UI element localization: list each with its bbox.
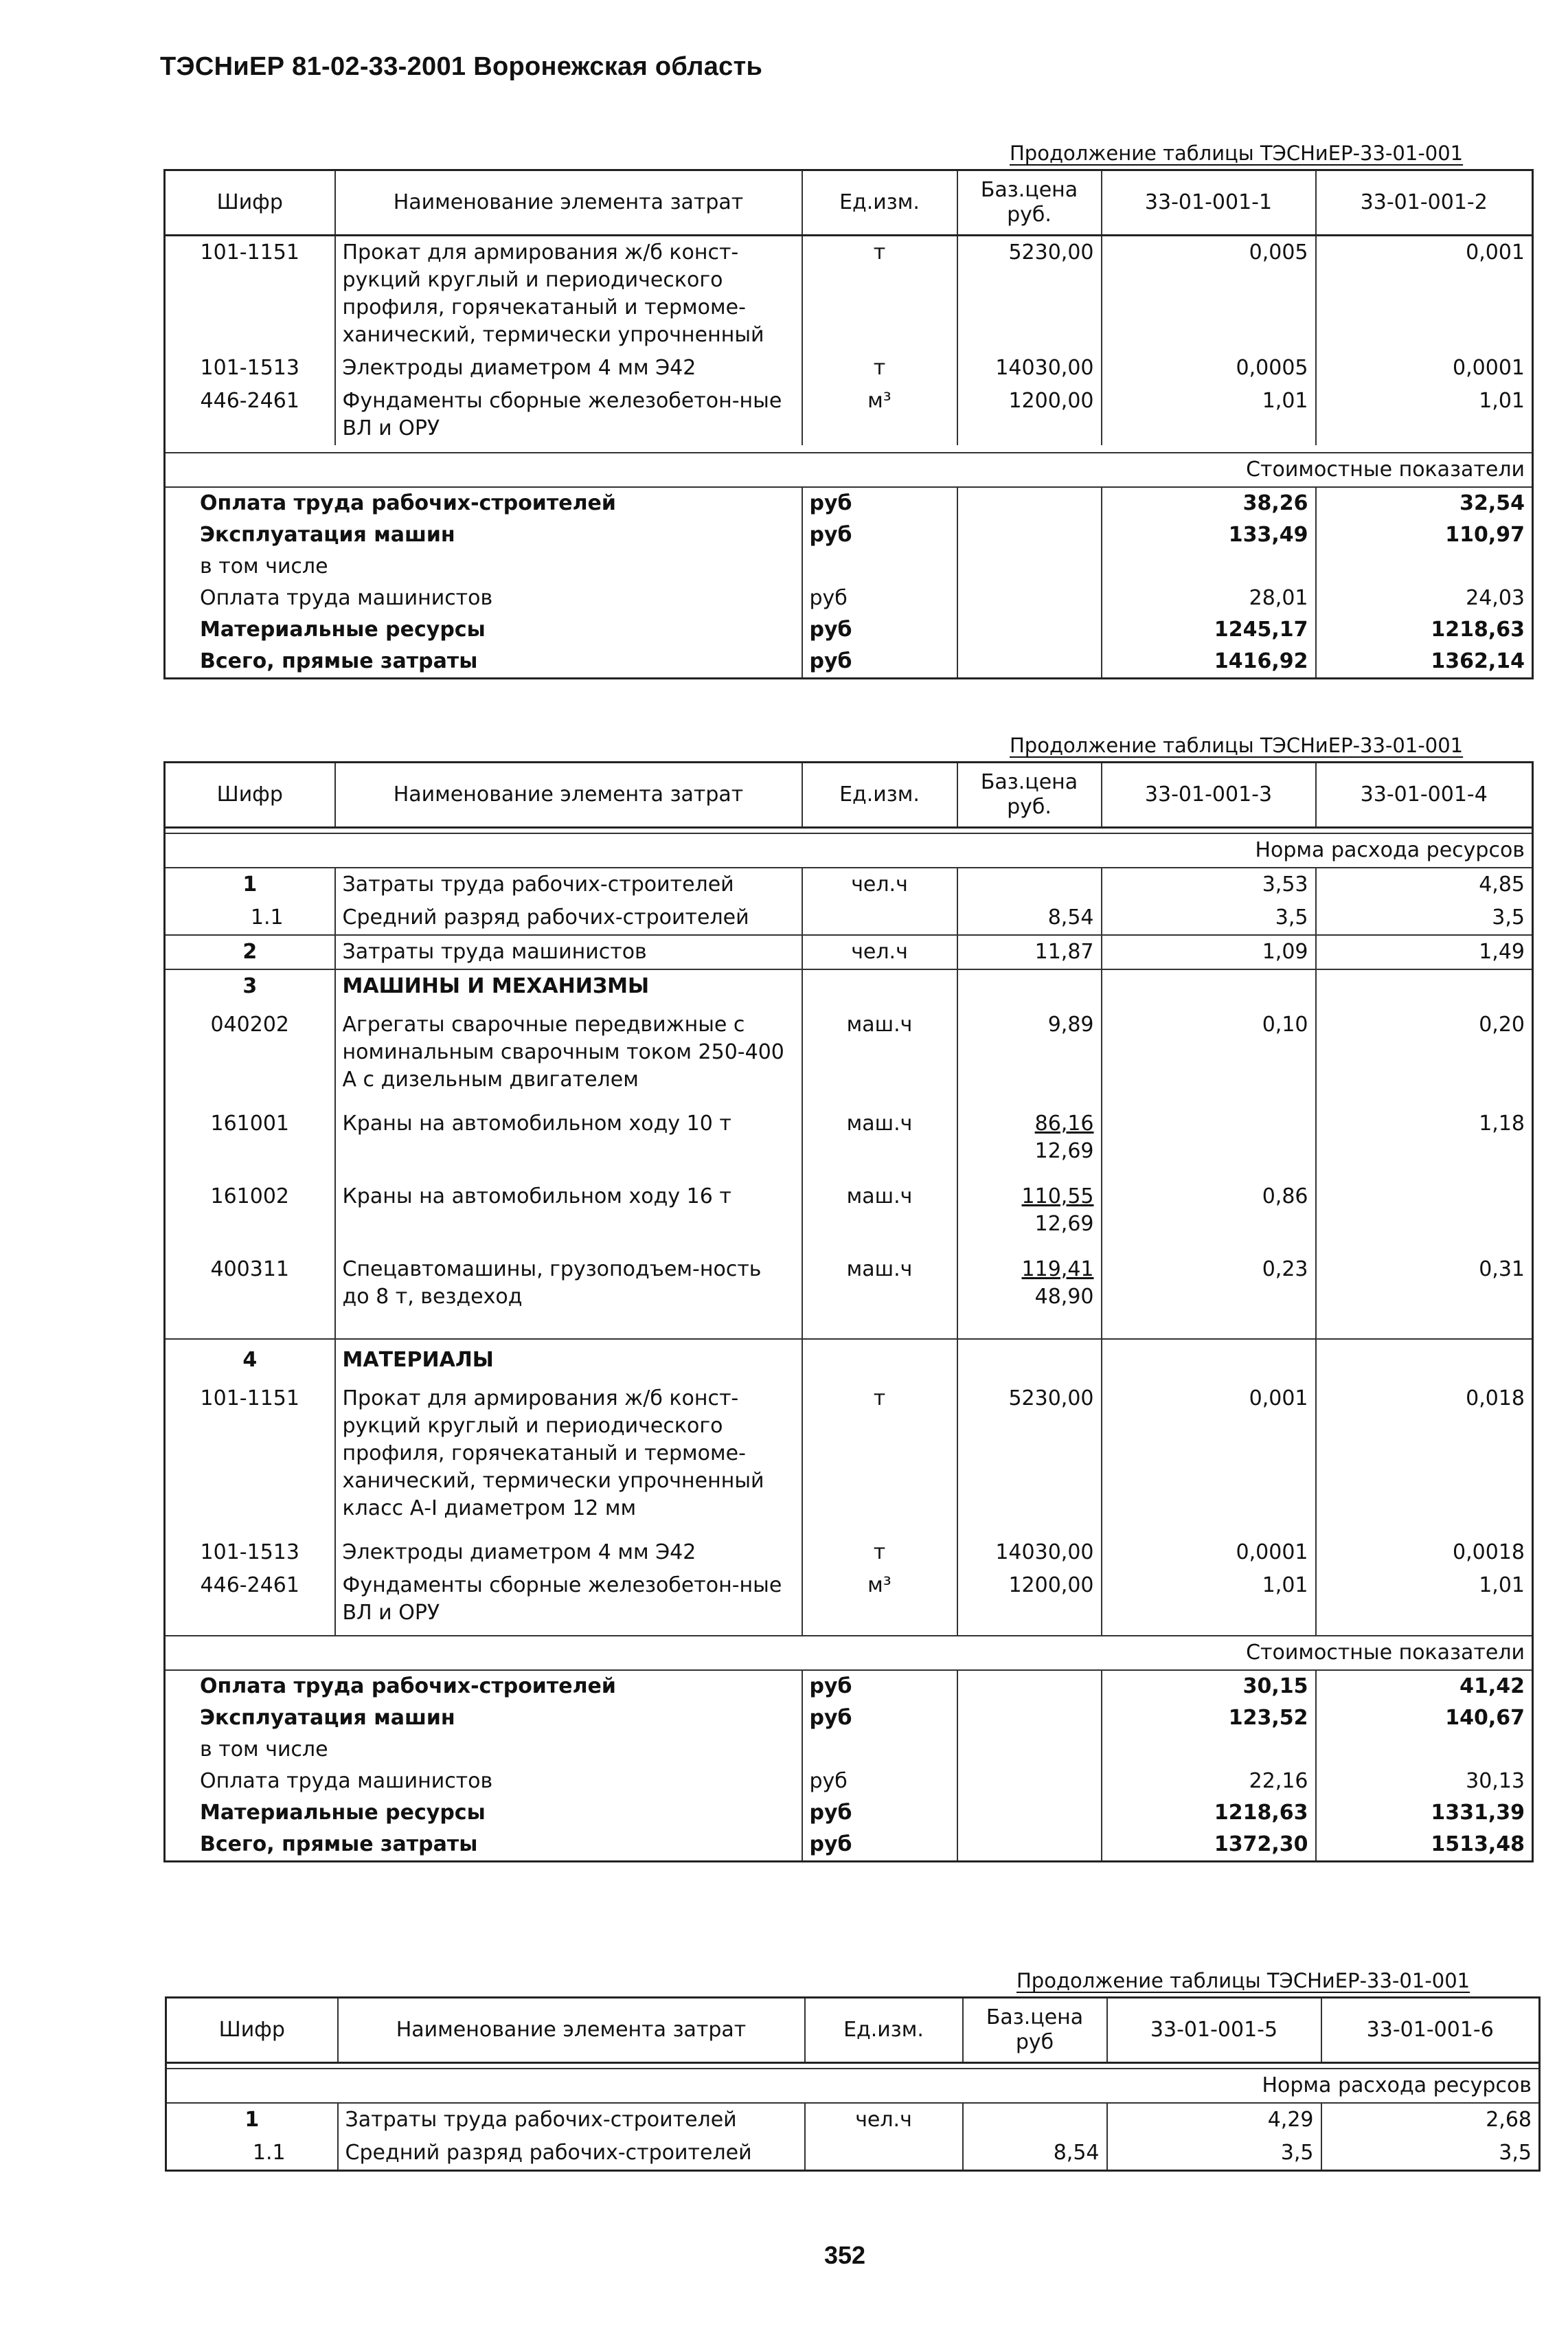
cost-header-label: Стоимостные показатели — [165, 453, 1533, 487]
value-a-cell: 0,005 — [1102, 236, 1316, 352]
cost-row — [165, 614, 1533, 646]
cost-label: Эксплуатация машин — [200, 523, 455, 547]
value-a-cell: 1,01 — [1102, 385, 1316, 445]
cost-row — [165, 519, 1533, 551]
cost-value-b — [1316, 551, 1533, 583]
unit-cell: маш.ч — [802, 1241, 957, 1339]
cost-row — [165, 646, 1533, 679]
cost-value-b: 110,97 — [1316, 519, 1533, 551]
unit-cell: м³ — [802, 385, 957, 445]
value-a-cell: 1,01 — [1102, 1569, 1316, 1636]
price-cell — [963, 2103, 1107, 2137]
cost-value-a: 30,15 — [1102, 1670, 1316, 1702]
cost-label: Материальные ресурсы — [200, 1801, 486, 1825]
value-b-cell: 0,001 — [1316, 236, 1533, 352]
cost-label: Всего, прямые затраты — [200, 649, 478, 673]
col-b-header: 33-01-001-6 — [1321, 1998, 1540, 2063]
unit-cell: маш.ч — [802, 1168, 957, 1241]
cost-value-a: 1416,92 — [1102, 646, 1316, 679]
col-code-header: Шифр — [166, 1998, 338, 2063]
cost-value-a: 22,16 — [1102, 1766, 1316, 1797]
cost-unit: руб — [802, 1670, 957, 1702]
cost-value-a — [1102, 1734, 1316, 1766]
price-cell: 8,54 — [957, 901, 1102, 935]
col-price-header: Баз.цена руб. — [957, 763, 1102, 828]
name-cell: Средний разряд рабочих-строителей — [338, 2137, 805, 2171]
price-driver: 12,69 — [1034, 1139, 1094, 1163]
unit-cell — [802, 901, 957, 935]
col-a-header: 33-01-001-1 — [1102, 170, 1316, 236]
value-b-cell — [1316, 1168, 1533, 1241]
table-caption: Продолжение таблицы ТЭСНиЕР-33-01-001 — [1016, 1969, 1470, 1992]
value-b-cell: 1,01 — [1316, 385, 1533, 445]
table-row — [166, 2103, 1540, 2137]
cost-unit: руб — [802, 614, 957, 646]
price-cell: 14030,00 — [957, 1536, 1102, 1569]
col-name-header: Наименование элемента затрат — [335, 763, 802, 828]
name-cell: Электроды диаметром 4 мм Э42 — [335, 1536, 802, 1569]
cost-value-b: 30,13 — [1316, 1766, 1533, 1797]
resource-table-1 — [163, 169, 1534, 679]
section-code: 3 — [165, 969, 335, 1003]
cost-unit: руб — [802, 519, 957, 551]
col-unit-header: Ед.изм. — [805, 1998, 963, 2063]
cost-label: в том числе — [200, 1737, 328, 1761]
cost-label: Всего, прямые затраты — [200, 1832, 478, 1856]
name-cell: Электроды диаметром 4 мм Э42 — [335, 352, 802, 385]
value-b-cell: 0,018 — [1316, 1377, 1533, 1536]
name-cell: Прокат для армирования ж/б конст-рукций круглый и периодического профиля, горячекатаный и термоме-ханический, термически упрочненный — [335, 236, 802, 352]
cost-row — [165, 487, 1533, 519]
unit-cell: т — [802, 1377, 957, 1536]
table-row — [165, 385, 1533, 445]
cost-row — [165, 1797, 1533, 1829]
section-code: 4 — [165, 1339, 335, 1377]
name-cell: Прокат для армирования ж/б конст-рукций круглый и периодического профиля, горячекатаный и термоме-ханический, термически упрочненный класс А-I диаметром 12 мм — [335, 1377, 802, 1536]
name-cell: Фундаменты сборные железобетон-ные ВЛ и ОРУ — [335, 385, 802, 445]
name-cell: Спецавтомашины, грузоподъем-ность до 8 т, вездеход — [335, 1241, 802, 1339]
price-main: 119,41 — [1021, 1257, 1094, 1281]
name-cell: Средний разряд рабочих-строителей — [335, 901, 802, 935]
name-cell: Фундаменты сборные железобетон-ные ВЛ и ОРУ — [335, 1569, 802, 1636]
table-row — [165, 1241, 1533, 1339]
section-title: МАШИНЫ И МЕХАНИЗМЫ — [335, 969, 802, 1003]
value-a-cell: 3,53 — [1102, 868, 1316, 901]
cost-value-a: 38,26 — [1102, 487, 1316, 519]
cost-unit: руб — [802, 1766, 957, 1797]
cost-unit — [802, 551, 957, 583]
cost-label: Эксплуатация машин — [200, 1706, 455, 1730]
cost-label: в том числе — [200, 554, 328, 578]
cost-label: Оплата труда машинистов — [200, 586, 493, 610]
cost-unit: руб — [802, 487, 957, 519]
value-b-cell: 4,85 — [1316, 868, 1533, 901]
unit-cell: т — [802, 352, 957, 385]
value-a-cell: 0,001 — [1102, 1377, 1316, 1536]
cost-value-a: 123,52 — [1102, 1702, 1316, 1734]
col-unit-header: Ед.изм. — [802, 763, 957, 828]
unit-cell: м³ — [802, 1569, 957, 1636]
table-row — [165, 1168, 1533, 1241]
cost-unit: руб — [802, 583, 957, 614]
code-cell: 101-1151 — [200, 240, 299, 264]
cost-unit: руб — [802, 1702, 957, 1734]
price-cell: 1200,00 — [957, 1569, 1102, 1636]
unit-cell: чел.ч — [802, 935, 957, 969]
code-cell: 101-1513 — [200, 1540, 299, 1564]
col-name-header: Наименование элемента затрат — [335, 170, 802, 236]
cost-value-a: 133,49 — [1102, 519, 1316, 551]
cost-row — [165, 551, 1533, 583]
price-cell: 8,54 — [963, 2137, 1107, 2171]
col-price-header: Баз.цена руб — [963, 1998, 1107, 2063]
cost-value-b: 1218,63 — [1316, 614, 1533, 646]
cost-row — [165, 1734, 1533, 1766]
cost-value-a: 28,01 — [1102, 583, 1316, 614]
norm-header-label: Норма расхода ресурсов — [165, 833, 1533, 868]
price-main: 86,16 — [1034, 1112, 1094, 1136]
value-a-cell: 0,0001 — [1102, 1536, 1316, 1569]
code-cell: 2 — [165, 935, 335, 969]
norm-section-header — [165, 833, 1533, 868]
table-row — [165, 935, 1533, 969]
value-b-cell: 3,5 — [1321, 2137, 1540, 2171]
code-cell: 1.1 — [252, 2141, 286, 2165]
col-code-header: Шифр — [165, 763, 335, 828]
cost-row — [165, 1702, 1533, 1734]
price-cell — [957, 868, 1102, 901]
table-row — [165, 1377, 1533, 1536]
table-row — [165, 1536, 1533, 1569]
value-b-cell: 1,01 — [1316, 1569, 1533, 1636]
norm-header-label: Норма расхода ресурсов — [166, 2069, 1540, 2103]
col-a-header: 33-01-001-5 — [1107, 1998, 1321, 2063]
unit-cell: т — [802, 1536, 957, 1569]
name-cell: Затраты труда рабочих-строителей — [338, 2103, 805, 2137]
cost-label: Материальные ресурсы — [200, 618, 486, 642]
cost-section-header — [165, 1636, 1533, 1670]
code-cell: 400311 — [210, 1257, 290, 1281]
section-title: МАТЕРИАЛЫ — [335, 1339, 802, 1377]
unit-cell: чел.ч — [802, 868, 957, 901]
cost-value-b: 1362,14 — [1316, 646, 1533, 679]
col-price-header: Баз.цена руб. — [957, 170, 1102, 236]
code-cell: 1 — [245, 2108, 260, 2132]
cost-value-a: 1245,17 — [1102, 614, 1316, 646]
name-cell: Агрегаты сварочные передвижные с номинальным сварочным током 250-400 А с дизельным двигателем — [335, 1003, 802, 1096]
table-row — [165, 352, 1533, 385]
cost-row — [165, 1670, 1533, 1702]
code-cell: 446-2461 — [200, 389, 299, 413]
table-row — [165, 868, 1533, 901]
value-a-cell: 3,5 — [1102, 901, 1316, 935]
cost-row — [165, 1766, 1533, 1797]
price-cell — [957, 1168, 1102, 1241]
value-b-cell: 0,0018 — [1316, 1536, 1533, 1569]
name-cell: Затраты труда рабочих-строителей — [335, 868, 802, 901]
name-cell: Краны на автомобильном ходу 16 т — [335, 1168, 802, 1241]
price-driver: 48,90 — [1034, 1285, 1094, 1309]
value-b-cell: 0,31 — [1316, 1241, 1533, 1339]
cost-value-b: 1331,39 — [1316, 1797, 1533, 1829]
value-b-cell: 2,68 — [1321, 2103, 1540, 2137]
table-row — [165, 236, 1533, 352]
unit-cell: маш.ч — [802, 1096, 957, 1168]
cost-value-b: 41,42 — [1316, 1670, 1533, 1702]
value-b-cell: 0,20 — [1316, 1003, 1533, 1096]
table-row — [166, 2137, 1540, 2171]
value-b-cell: 3,5 — [1316, 901, 1533, 935]
section-title-row — [165, 969, 1533, 1003]
cost-unit — [802, 1734, 957, 1766]
value-b-cell: 1,18 — [1316, 1096, 1533, 1168]
cost-unit: руб — [802, 1797, 957, 1829]
code-cell: 101-1151 — [200, 1386, 299, 1410]
unit-cell — [805, 2137, 963, 2171]
code-cell: 1 — [242, 872, 258, 897]
cost-value-b: 1513,48 — [1316, 1829, 1533, 1862]
cost-value-a: 1372,30 — [1102, 1829, 1316, 1862]
price-cell: 5230,00 — [957, 236, 1102, 352]
value-b-cell: 1,49 — [1316, 935, 1533, 969]
norm-section-header — [166, 2069, 1540, 2103]
col-a-header: 33-01-001-3 — [1102, 763, 1316, 828]
name-cell: Затраты труда машинистов — [335, 935, 802, 969]
col-b-header: 33-01-001-4 — [1316, 763, 1533, 828]
name-cell: Краны на автомобильном ходу 10 т — [335, 1096, 802, 1168]
code-cell: 446-2461 — [200, 1573, 299, 1597]
code-cell: 161002 — [210, 1184, 290, 1208]
value-a-cell: 4,29 — [1107, 2103, 1321, 2137]
table-row — [165, 1096, 1533, 1168]
table-caption: Продолжение таблицы ТЭСНиЕР-33-01-001 — [1010, 142, 1464, 165]
cost-value-b: 24,03 — [1316, 583, 1533, 614]
code-cell: 101-1513 — [200, 356, 299, 380]
value-a-cell — [1102, 1096, 1316, 1168]
col-unit-header: Ед.изм. — [802, 170, 957, 236]
value-a-cell: 0,23 — [1102, 1241, 1316, 1339]
price-cell: 1200,00 — [957, 385, 1102, 445]
price-cell: 9,89 — [957, 1003, 1102, 1096]
cost-label: Оплата труда рабочих-строителей — [200, 1674, 616, 1698]
price-cell: 14030,00 — [957, 352, 1102, 385]
cost-label: Оплата труда рабочих-строителей — [200, 491, 616, 515]
section-title-row — [165, 1339, 1533, 1377]
price-cell — [957, 1096, 1102, 1168]
cost-value-b: 32,54 — [1316, 487, 1533, 519]
price-cell: 5230,00 — [957, 1377, 1102, 1536]
price-main: 110,55 — [1021, 1184, 1094, 1208]
table-row — [165, 1003, 1533, 1096]
table-row — [165, 901, 1533, 935]
col-b-header: 33-01-001-2 — [1316, 170, 1533, 236]
value-a-cell: 1,09 — [1102, 935, 1316, 969]
value-a-cell: 3,5 — [1107, 2137, 1321, 2171]
cost-row — [165, 583, 1533, 614]
value-a-cell: 0,0005 — [1102, 352, 1316, 385]
cost-unit: руб — [802, 646, 957, 679]
page-number: 352 — [824, 2241, 866, 2269]
price-cell — [957, 1241, 1102, 1339]
table-header-row — [165, 170, 1533, 236]
col-name-header: Наименование элемента затрат — [338, 1998, 805, 2063]
value-b-cell: 0,0001 — [1316, 352, 1533, 385]
cost-label: Оплата труда машинистов — [200, 1769, 493, 1793]
table-header-row — [166, 1998, 1540, 2063]
unit-cell: чел.ч — [805, 2103, 963, 2137]
code-cell: 161001 — [210, 1112, 290, 1136]
price-driver: 12,69 — [1034, 1212, 1094, 1236]
cost-section-header — [165, 453, 1533, 487]
price-cell: 11,87 — [957, 935, 1102, 969]
cost-value-a: 1218,63 — [1102, 1797, 1316, 1829]
code-cell: 040202 — [210, 1013, 290, 1037]
cost-row — [165, 1829, 1533, 1862]
value-a-cell: 0,86 — [1102, 1168, 1316, 1241]
cost-value-b — [1316, 1734, 1533, 1766]
value-a-cell: 0,10 — [1102, 1003, 1316, 1096]
resource-table-2 — [163, 761, 1534, 1862]
cost-value-b: 140,67 — [1316, 1702, 1533, 1734]
table-caption: Продолжение таблицы ТЭСНиЕР-33-01-001 — [1010, 734, 1464, 757]
unit-cell: т — [802, 236, 957, 352]
cost-value-a — [1102, 551, 1316, 583]
table-row — [165, 1569, 1533, 1636]
code-cell: 1.1 — [250, 905, 284, 930]
unit-cell: маш.ч — [802, 1003, 957, 1096]
cost-unit: руб — [802, 1829, 957, 1862]
table-header-row — [165, 763, 1533, 828]
col-code-header: Шифр — [165, 170, 335, 236]
cost-header-label: Стоимостные показатели — [165, 1636, 1533, 1670]
page-title: ТЭСНиЕР 81-02-33-2001 Воронежская область — [160, 52, 763, 81]
resource-table-3 — [165, 1996, 1541, 2172]
